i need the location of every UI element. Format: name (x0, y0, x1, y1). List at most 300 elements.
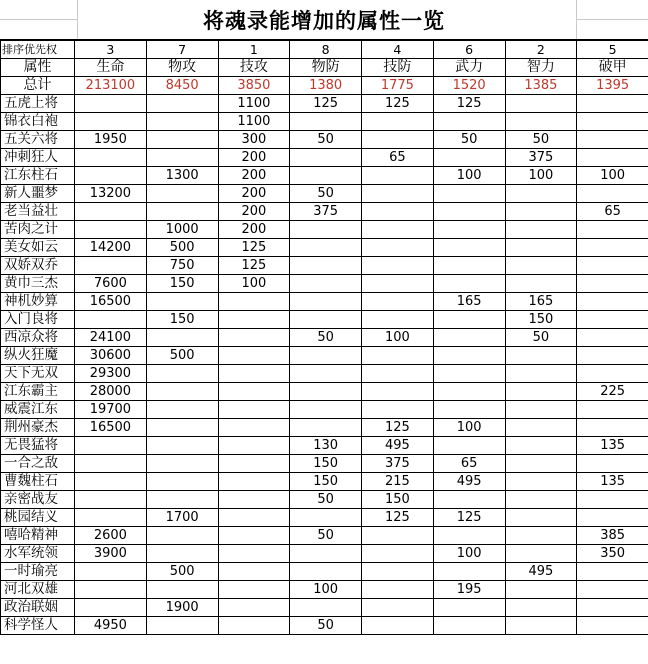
cell[interactable] (146, 329, 218, 347)
cell[interactable] (218, 329, 290, 347)
cell[interactable]: 50 (505, 329, 577, 347)
row-label[interactable]: 西凉众将 (1, 329, 75, 347)
cell[interactable] (218, 347, 290, 365)
table-row (1, 383, 648, 401)
cell[interactable] (290, 293, 362, 311)
cell[interactable] (577, 131, 648, 149)
cell[interactable] (75, 473, 147, 491)
cell[interactable] (362, 167, 434, 185)
cell[interactable] (290, 167, 362, 185)
cell[interactable]: 50 (290, 185, 362, 203)
cell[interactable] (577, 365, 648, 383)
cell[interactable]: 125 (362, 95, 434, 113)
cell[interactable] (75, 221, 147, 239)
cell[interactable]: 3900 (75, 545, 147, 563)
cell[interactable]: 375 (290, 203, 362, 221)
cell[interactable] (505, 527, 577, 545)
cell[interactable] (290, 257, 362, 275)
cell[interactable] (146, 293, 218, 311)
cell[interactable] (75, 257, 147, 275)
cell[interactable] (75, 563, 147, 581)
cell[interactable]: 4 (362, 41, 434, 59)
cell[interactable]: 1380 (290, 77, 362, 95)
cell[interactable] (218, 509, 290, 527)
cell[interactable]: 200 (218, 149, 290, 167)
cell[interactable] (290, 275, 362, 293)
cell[interactable]: 100 (505, 167, 577, 185)
cell[interactable] (577, 113, 648, 131)
cell[interactable] (433, 383, 505, 401)
row-label[interactable]: 嘻哈精神 (1, 527, 75, 545)
row-label[interactable]: 属性 (1, 59, 75, 77)
cell[interactable] (577, 599, 648, 617)
cell[interactable] (75, 437, 147, 455)
cell[interactable]: 65 (433, 455, 505, 473)
cell[interactable] (505, 509, 577, 527)
cell[interactable] (433, 275, 505, 293)
cell[interactable]: 130 (290, 437, 362, 455)
cell[interactable] (505, 185, 577, 203)
cell[interactable] (75, 95, 147, 113)
cell[interactable]: 技攻 (218, 59, 290, 77)
cell[interactable] (146, 185, 218, 203)
cell[interactable]: 14200 (75, 239, 147, 257)
cell[interactable] (146, 473, 218, 491)
cell[interactable] (362, 563, 434, 581)
row-label[interactable]: 亲密战友 (1, 491, 75, 509)
row-label[interactable]: 苦肉之计 (1, 221, 75, 239)
cell[interactable]: 1950 (75, 131, 147, 149)
cell[interactable] (433, 527, 505, 545)
cell[interactable] (433, 185, 505, 203)
cell[interactable]: 125 (290, 95, 362, 113)
cell[interactable] (290, 113, 362, 131)
cell[interactable] (577, 401, 648, 419)
cell[interactable]: 1300 (146, 167, 218, 185)
cell[interactable]: 100 (433, 545, 505, 563)
cell[interactable] (577, 455, 648, 473)
cell[interactable] (290, 599, 362, 617)
row-label[interactable]: 一合之敌 (1, 455, 75, 473)
cell[interactable]: 生命 (75, 59, 147, 77)
row-label[interactable]: 曹魏柱石 (1, 473, 75, 491)
cell[interactable]: 50 (433, 131, 505, 149)
cell[interactable] (505, 455, 577, 473)
cell[interactable]: 50 (290, 617, 362, 635)
cell[interactable]: 智力 (505, 59, 577, 77)
cell[interactable] (362, 365, 434, 383)
cell[interactable] (577, 419, 648, 437)
cell[interactable]: 1775 (362, 77, 434, 95)
cell[interactable] (505, 203, 577, 221)
cell[interactable] (577, 293, 648, 311)
cell[interactable]: 2 (505, 41, 577, 59)
cell[interactable] (362, 185, 434, 203)
cell[interactable] (505, 617, 577, 635)
row-label[interactable]: 五关六将 (1, 131, 75, 149)
cell[interactable] (577, 491, 648, 509)
cell[interactable] (433, 617, 505, 635)
cell[interactable]: 150 (146, 275, 218, 293)
cell[interactable] (577, 581, 648, 599)
cell[interactable]: 1100 (218, 95, 290, 113)
cell[interactable]: 19700 (75, 401, 147, 419)
cell[interactable] (75, 113, 147, 131)
cell[interactable] (433, 365, 505, 383)
cell[interactable]: 50 (290, 527, 362, 545)
cell[interactable] (362, 113, 434, 131)
cell[interactable] (146, 149, 218, 167)
cell[interactable] (362, 545, 434, 563)
cell[interactable]: 1385 (505, 77, 577, 95)
cell[interactable]: 375 (505, 149, 577, 167)
cell[interactable]: 1900 (146, 599, 218, 617)
cell[interactable]: 200 (218, 185, 290, 203)
cell[interactable]: 50 (290, 329, 362, 347)
cell[interactable] (290, 545, 362, 563)
row-label[interactable]: 江东柱石 (1, 167, 75, 185)
cell[interactable] (505, 275, 577, 293)
cell[interactable]: 1 (218, 41, 290, 59)
cell[interactable]: 65 (577, 203, 648, 221)
cell[interactable]: 385 (577, 527, 648, 545)
cell[interactable] (218, 491, 290, 509)
cell[interactable] (362, 401, 434, 419)
cell[interactable] (75, 581, 147, 599)
cell[interactable] (146, 401, 218, 419)
cell[interactable] (577, 617, 648, 635)
cell[interactable]: 150 (146, 311, 218, 329)
cell[interactable]: 300 (218, 131, 290, 149)
cell[interactable] (290, 419, 362, 437)
row-label[interactable]: 政治联姻 (1, 599, 75, 617)
cell[interactable] (362, 599, 434, 617)
cell[interactable] (290, 149, 362, 167)
cell[interactable]: 213100 (75, 77, 147, 95)
cell[interactable] (362, 581, 434, 599)
cell[interactable]: 4950 (75, 617, 147, 635)
row-label[interactable]: 天下无双 (1, 365, 75, 383)
cell[interactable]: 物防 (290, 59, 362, 77)
cell[interactable]: 200 (218, 167, 290, 185)
cell[interactable] (75, 149, 147, 167)
cell[interactable] (218, 599, 290, 617)
cell[interactable] (433, 239, 505, 257)
cell[interactable] (218, 401, 290, 419)
cell[interactable]: 6 (433, 41, 505, 59)
cell[interactable] (577, 509, 648, 527)
row-label[interactable]: 冲刺狂人 (1, 149, 75, 167)
row-label[interactable]: 水军统领 (1, 545, 75, 563)
cell[interactable] (362, 221, 434, 239)
cell[interactable] (577, 275, 648, 293)
cell[interactable]: 1520 (433, 77, 505, 95)
row-label[interactable]: 黄巾三杰 (1, 275, 75, 293)
cell[interactable] (146, 617, 218, 635)
cell[interactable]: 125 (218, 239, 290, 257)
cell[interactable]: 13200 (75, 185, 147, 203)
cell[interactable] (362, 617, 434, 635)
cell[interactable] (146, 95, 218, 113)
cell[interactable] (362, 347, 434, 365)
cell[interactable]: 165 (433, 293, 505, 311)
cell[interactable] (218, 383, 290, 401)
cell[interactable]: 100 (433, 419, 505, 437)
cell[interactable] (146, 491, 218, 509)
cell[interactable]: 武力 (433, 59, 505, 77)
cell[interactable]: 65 (362, 149, 434, 167)
cell[interactable] (218, 581, 290, 599)
cell[interactable]: 50 (290, 131, 362, 149)
cell[interactable] (505, 239, 577, 257)
cell[interactable] (75, 203, 147, 221)
row-label[interactable]: 双娇双乔 (1, 257, 75, 275)
cell[interactable]: 125 (362, 419, 434, 437)
cell[interactable]: 2600 (75, 527, 147, 545)
cell[interactable] (218, 437, 290, 455)
cell[interactable] (433, 113, 505, 131)
cell[interactable] (505, 95, 577, 113)
cell[interactable] (75, 599, 147, 617)
cell[interactable] (433, 563, 505, 581)
cell[interactable] (75, 455, 147, 473)
cell[interactable] (505, 473, 577, 491)
cell[interactable]: 200 (218, 221, 290, 239)
cell[interactable]: 1000 (146, 221, 218, 239)
cell[interactable]: 495 (505, 563, 577, 581)
cell[interactable] (577, 329, 648, 347)
cell[interactable] (218, 473, 290, 491)
cell[interactable] (146, 437, 218, 455)
cell[interactable] (577, 221, 648, 239)
cell[interactable] (146, 113, 218, 131)
cell[interactable] (290, 365, 362, 383)
cell[interactable]: 物攻 (146, 59, 218, 77)
cell[interactable] (146, 581, 218, 599)
cell[interactable] (577, 563, 648, 581)
cell[interactable]: 125 (433, 509, 505, 527)
cell[interactable]: 100 (290, 581, 362, 599)
cell[interactable] (362, 257, 434, 275)
row-label[interactable]: 江东霸主 (1, 383, 75, 401)
cell[interactable] (146, 527, 218, 545)
cell[interactable] (505, 113, 577, 131)
cell[interactable]: 375 (362, 455, 434, 473)
cell[interactable]: 50 (290, 491, 362, 509)
row-label[interactable]: 总计 (1, 77, 75, 95)
cell[interactable]: 500 (146, 563, 218, 581)
cell[interactable]: 750 (146, 257, 218, 275)
cell[interactable]: 28000 (75, 383, 147, 401)
cell[interactable] (505, 365, 577, 383)
cell[interactable] (290, 509, 362, 527)
cell[interactable] (433, 491, 505, 509)
cell[interactable] (577, 149, 648, 167)
cell[interactable] (218, 365, 290, 383)
cell[interactable]: 技防 (362, 59, 434, 77)
row-label[interactable]: 锦衣白袍 (1, 113, 75, 131)
cell[interactable] (505, 347, 577, 365)
cell[interactable] (577, 185, 648, 203)
cell[interactable] (577, 347, 648, 365)
cell[interactable] (146, 419, 218, 437)
cell[interactable] (433, 257, 505, 275)
cell[interactable]: 30600 (75, 347, 147, 365)
cell[interactable]: 135 (577, 437, 648, 455)
cell[interactable] (362, 131, 434, 149)
cell[interactable] (290, 563, 362, 581)
cell[interactable] (218, 617, 290, 635)
cell[interactable]: 7600 (75, 275, 147, 293)
cell[interactable]: 100 (577, 167, 648, 185)
cell[interactable] (362, 203, 434, 221)
cell[interactable] (218, 527, 290, 545)
cell[interactable] (146, 545, 218, 563)
cell[interactable] (505, 491, 577, 509)
cell[interactable] (75, 167, 147, 185)
row-label[interactable]: 荆州豪杰 (1, 419, 75, 437)
cell[interactable] (218, 563, 290, 581)
row-label[interactable]: 老当益壮 (1, 203, 75, 221)
row-label[interactable]: 纵火狂魔 (1, 347, 75, 365)
cell[interactable] (218, 419, 290, 437)
cell[interactable]: 195 (433, 581, 505, 599)
cell[interactable] (433, 203, 505, 221)
cell[interactable]: 150 (362, 491, 434, 509)
cell[interactable] (433, 149, 505, 167)
cell[interactable]: 150 (290, 473, 362, 491)
row-label[interactable]: 威震江东 (1, 401, 75, 419)
cell[interactable] (505, 221, 577, 239)
row-label[interactable]: 无畏猛将 (1, 437, 75, 455)
cell[interactable] (577, 311, 648, 329)
cell[interactable]: 215 (362, 473, 434, 491)
cell[interactable] (218, 545, 290, 563)
cell[interactable]: 125 (433, 95, 505, 113)
row-label[interactable]: 科学怪人 (1, 617, 75, 635)
cell[interactable] (433, 401, 505, 419)
table-row (1, 239, 648, 257)
row-label[interactable]: 新人噩梦 (1, 185, 75, 203)
cell[interactable] (505, 599, 577, 617)
cell[interactable] (433, 311, 505, 329)
cell[interactable]: 8450 (146, 77, 218, 95)
cell[interactable] (433, 437, 505, 455)
cell[interactable] (505, 545, 577, 563)
cell[interactable] (290, 401, 362, 419)
cell[interactable]: 16500 (75, 419, 147, 437)
cell[interactable]: 1395 (577, 77, 648, 95)
cell[interactable]: 500 (146, 347, 218, 365)
cell[interactable] (75, 509, 147, 527)
cell[interactable] (505, 437, 577, 455)
cell[interactable]: 495 (362, 437, 434, 455)
cell[interactable]: 150 (290, 455, 362, 473)
cell[interactable] (505, 581, 577, 599)
cell[interactable]: 7 (146, 41, 218, 59)
cell[interactable] (290, 383, 362, 401)
cell[interactable] (75, 491, 147, 509)
cell[interactable] (505, 419, 577, 437)
cell[interactable]: 1100 (218, 113, 290, 131)
cell[interactable] (290, 311, 362, 329)
cell[interactable]: 150 (505, 311, 577, 329)
cell[interactable] (577, 95, 648, 113)
table-row (1, 113, 648, 131)
cell[interactable] (433, 221, 505, 239)
cell[interactable] (362, 311, 434, 329)
cell[interactable]: 100 (433, 167, 505, 185)
cell[interactable]: 8 (290, 41, 362, 59)
cell[interactable]: 16500 (75, 293, 147, 311)
cell[interactable] (577, 257, 648, 275)
cell[interactable] (362, 383, 434, 401)
row-label[interactable]: 美女如云 (1, 239, 75, 257)
cell[interactable] (218, 293, 290, 311)
cell[interactable]: 3850 (218, 77, 290, 95)
cell[interactable] (362, 527, 434, 545)
cell[interactable] (146, 365, 218, 383)
cell[interactable] (290, 347, 362, 365)
cell[interactable] (362, 239, 434, 257)
cell[interactable] (146, 131, 218, 149)
cell[interactable]: 165 (505, 293, 577, 311)
cell[interactable] (75, 311, 147, 329)
cell[interactable] (577, 239, 648, 257)
cell[interactable] (433, 329, 505, 347)
cell[interactable]: 500 (146, 239, 218, 257)
cell[interactable]: 350 (577, 545, 648, 563)
cell[interactable]: 125 (362, 509, 434, 527)
cell[interactable] (146, 455, 218, 473)
cell[interactable] (505, 383, 577, 401)
cell[interactable]: 24100 (75, 329, 147, 347)
cell[interactable]: 495 (433, 473, 505, 491)
cell[interactable] (433, 599, 505, 617)
cell[interactable]: 125 (218, 257, 290, 275)
cell[interactable] (218, 311, 290, 329)
cell[interactable]: 50 (505, 131, 577, 149)
cell[interactable] (362, 293, 434, 311)
row-label[interactable]: 桃园结义 (1, 509, 75, 527)
cell[interactable]: 135 (577, 473, 648, 491)
cell[interactable]: 200 (218, 203, 290, 221)
cell[interactable]: 5 (577, 41, 648, 59)
cell[interactable] (505, 257, 577, 275)
cell[interactable] (218, 455, 290, 473)
row-label[interactable]: 河北双雄 (1, 581, 75, 599)
cell[interactable] (290, 239, 362, 257)
cell[interactable]: 1700 (146, 509, 218, 527)
row-label[interactable]: 一时瑜亮 (1, 563, 75, 581)
cell[interactable]: 3 (75, 41, 147, 59)
row-label[interactable]: 五虎上将 (1, 95, 75, 113)
cell[interactable]: 破甲 (577, 59, 648, 77)
cell[interactable]: 100 (218, 275, 290, 293)
cell[interactable]: 29300 (75, 365, 147, 383)
cell[interactable]: 100 (362, 329, 434, 347)
cell[interactable] (433, 347, 505, 365)
row-label[interactable]: 神机妙算 (1, 293, 75, 311)
cell[interactable] (505, 401, 577, 419)
row-label[interactable]: 排序优先权 (1, 41, 75, 59)
row-label[interactable]: 入门良将 (1, 311, 75, 329)
cell[interactable] (146, 203, 218, 221)
cell[interactable] (362, 275, 434, 293)
cell[interactable] (290, 221, 362, 239)
cell[interactable] (146, 383, 218, 401)
cell[interactable]: 225 (577, 383, 648, 401)
